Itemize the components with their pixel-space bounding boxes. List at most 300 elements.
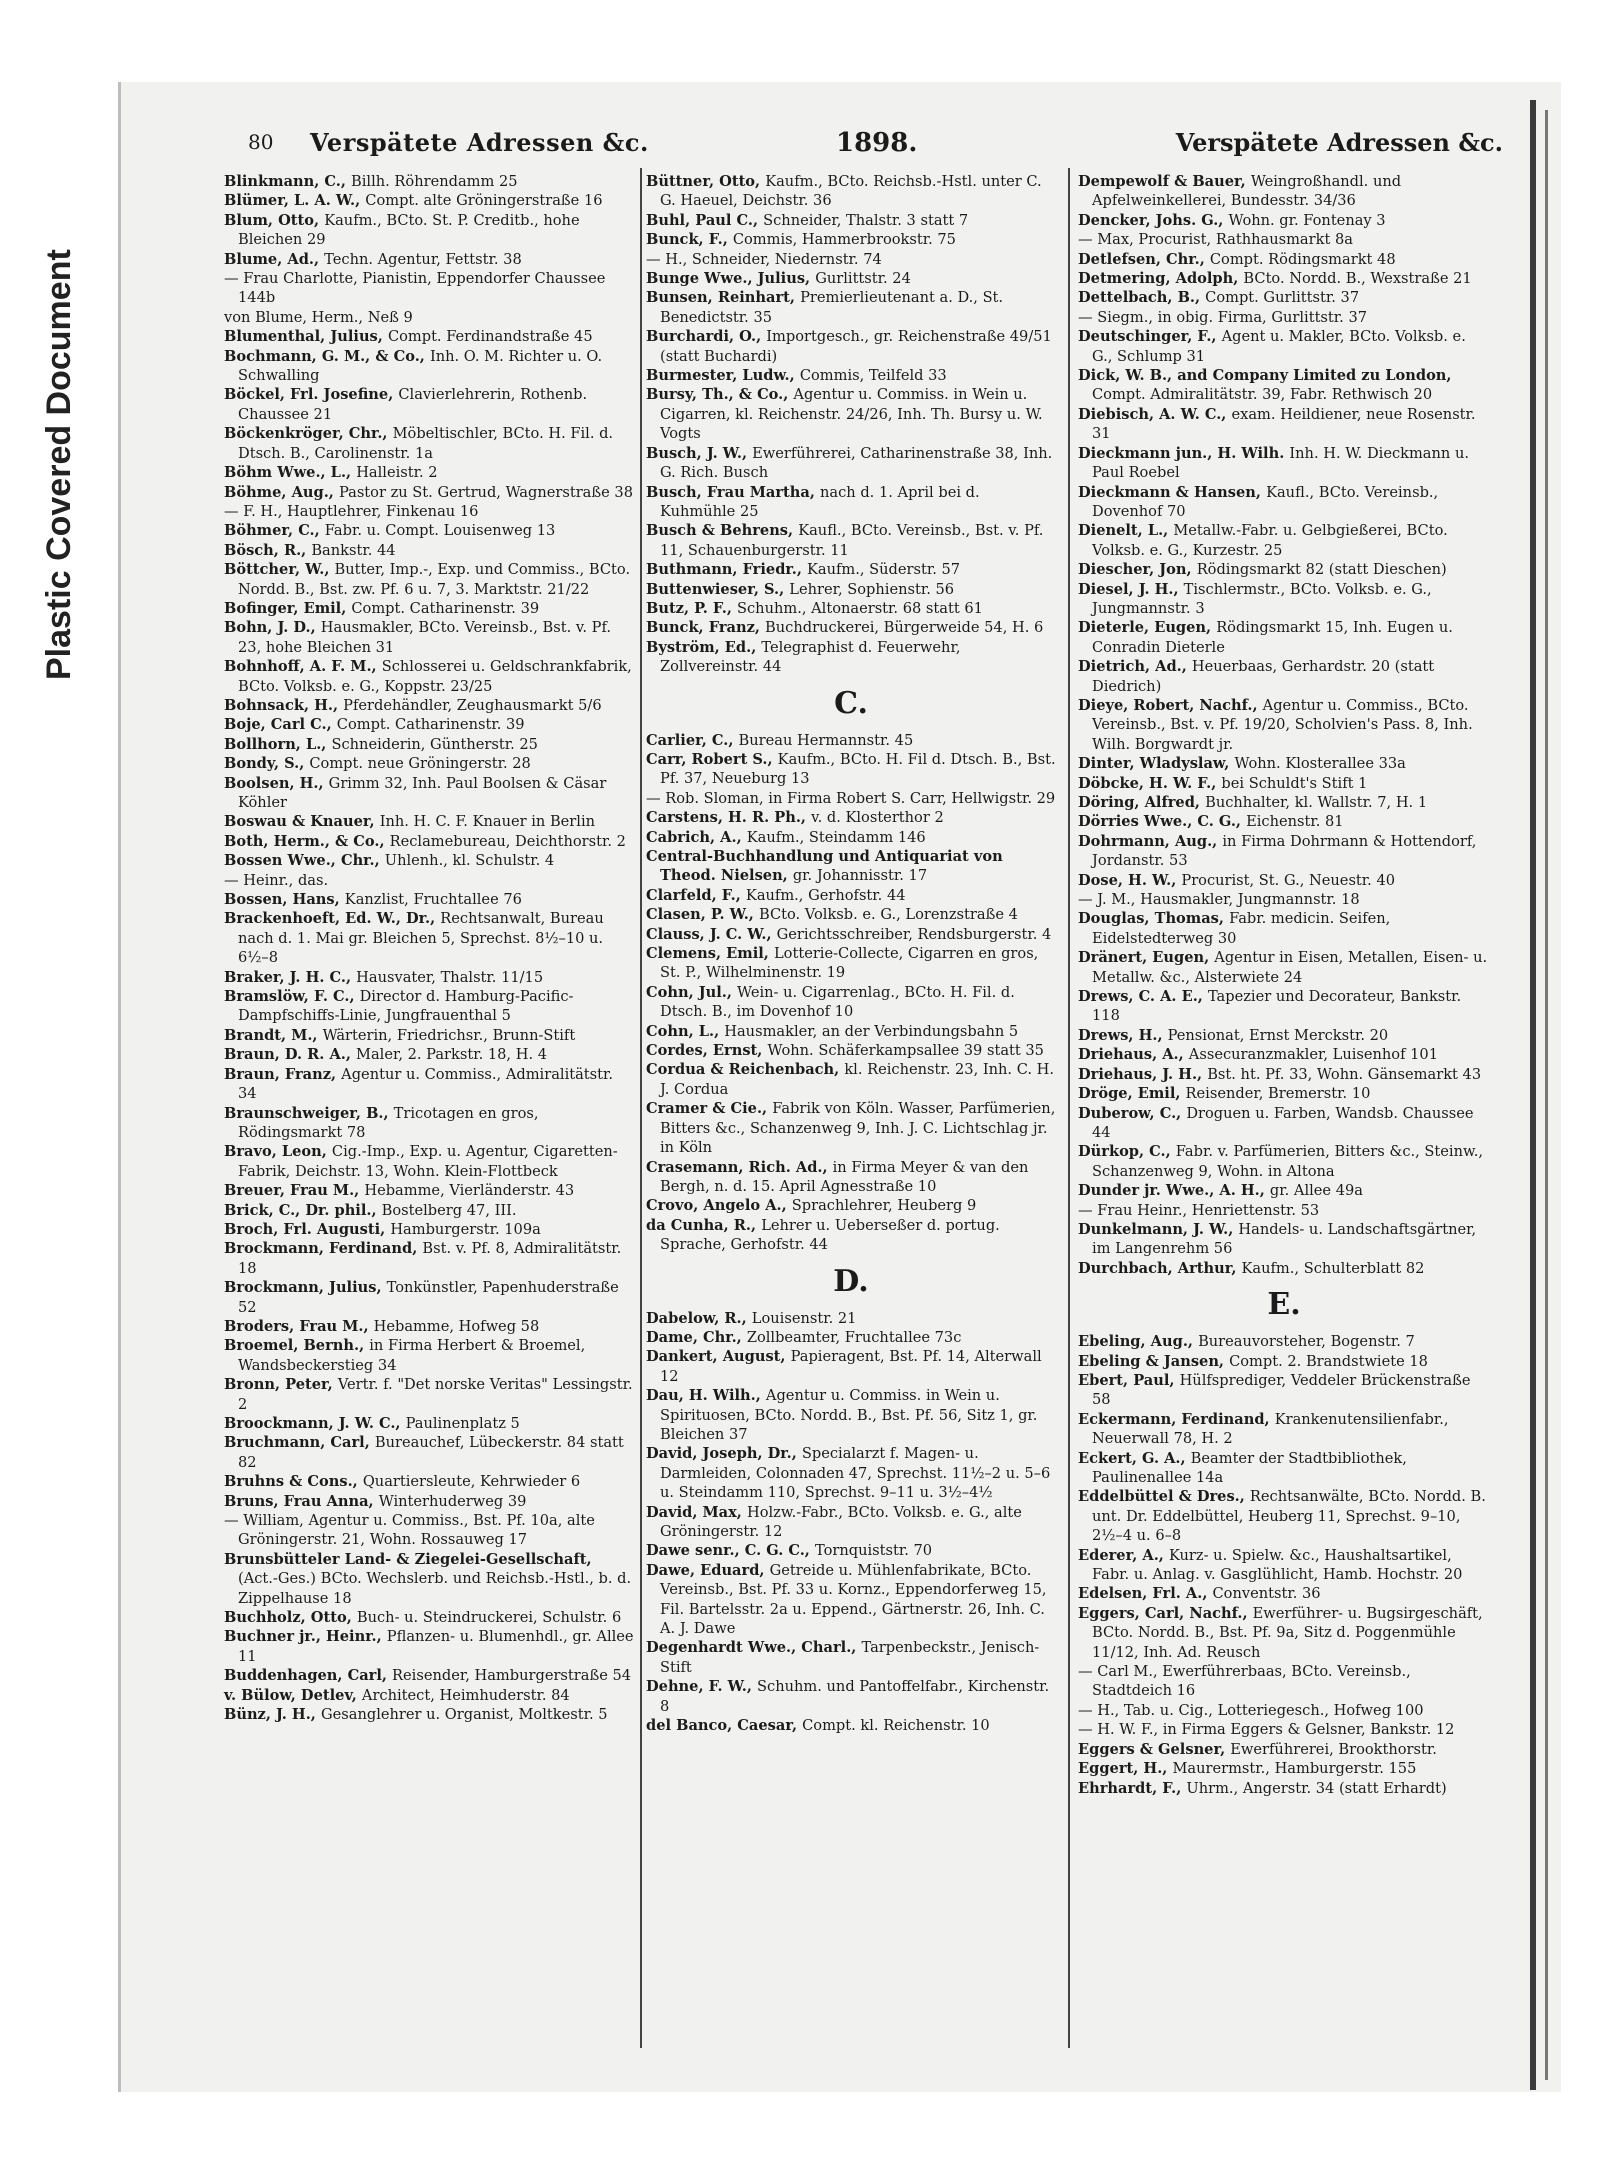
entry-name: Dehne, F. W., xyxy=(646,1678,758,1696)
directory-entry xyxy=(1078,1220,1490,1259)
entry-details: — Heinr., das. xyxy=(224,871,329,889)
directory-entry xyxy=(224,871,634,890)
entry-details: Billh. Röhrendamm 25 xyxy=(351,173,518,190)
entry-details: Procurist, St. G., Neuestr. 40 xyxy=(1181,871,1396,889)
entry-details: nach d. 1. April bei d. Kuhmühle 25 xyxy=(660,483,980,520)
entry-details: exam. Heildiener, neue Rosenstr. 31 xyxy=(1092,405,1476,443)
directory-entry xyxy=(224,385,634,424)
entry-name: Dieckmann jun., H. Wilh. xyxy=(1078,444,1290,462)
entry-name: Dame, Chr., xyxy=(646,1328,747,1346)
entry-name: Boje, Carl C., xyxy=(224,716,337,734)
entry-details: Compt. Catharinenstr. 39 xyxy=(336,716,525,734)
directory-entry xyxy=(224,1705,634,1724)
entry-name: Both, Herm., & Co., xyxy=(224,832,390,850)
entry-name: Bronn, Peter, xyxy=(224,1376,338,1394)
entry-details: Handels- u. Landschaftsgärtner, im Langenrehm 56 xyxy=(1092,1220,1477,1258)
entry-details: Compt. alte Gröningerstraße 16 xyxy=(365,192,603,210)
column-rule xyxy=(640,168,642,2048)
directory-entry xyxy=(1078,948,1490,987)
entry-name: Blinkmann, C., xyxy=(224,173,352,190)
directory-entry xyxy=(1078,580,1490,619)
entry-details: Bostelberg 47, III. xyxy=(381,1201,517,1219)
entry-details: Zollbeamter, Fruchtallee 73c xyxy=(746,1328,962,1346)
entry-details: Reisender, Bremerstr. 10 xyxy=(1185,1085,1371,1103)
entry-name: Busch, Frau Martha, xyxy=(646,483,821,501)
entry-details: (Act.-Ges.) BCto. Wechslerb. und Reichsb.-Hstl., b. d. Zippelhause 18 xyxy=(238,1570,632,1607)
entry-details: Kaufm., Gerhofstr. 44 xyxy=(745,886,906,904)
directory-entry xyxy=(646,905,1056,924)
entry-details: Uhrm., Angerstr. 34 (statt Erhardt) xyxy=(1186,1779,1447,1797)
entry-details: v. d. Klosterthor 2 xyxy=(811,809,944,827)
directory-entry xyxy=(1078,327,1490,366)
entry-details: Architect, Heimhuderstr. 84 xyxy=(361,1686,570,1704)
entry-details: Lehrer, Sophienstr. 56 xyxy=(789,580,955,598)
entry-name: Dohrmann, Aug., xyxy=(1078,832,1223,850)
entry-name: Dempewolf & Bauer, xyxy=(1078,173,1251,190)
directory-entry xyxy=(1078,754,1490,773)
directory-entry xyxy=(224,1026,634,1045)
directory-entry xyxy=(646,1099,1056,1157)
entry-name: Bohnsack, H., xyxy=(224,696,344,714)
entry-name: Dienelt, L., xyxy=(1078,522,1174,540)
entry-name: Central-Buchhandlung und Antiquariat von Theod. Nielsen, xyxy=(646,848,1003,885)
directory-entry xyxy=(224,269,634,308)
entry-name: Broch, Frl. Augusti, xyxy=(224,1220,391,1238)
directory-entry xyxy=(1078,1259,1490,1278)
entry-details: Conventstr. 36 xyxy=(1212,1585,1321,1603)
entry-name: Bunsen, Reinhart, xyxy=(646,289,801,307)
entry-details: Kaufm., Süderstr. 57 xyxy=(807,561,961,579)
directory-entry xyxy=(1078,483,1490,522)
entry-details: in Firma Herbert & Broemel, Wandsbeckerstieg 34 xyxy=(238,1337,586,1374)
entry-details: Schneiderin, Güntherstr. 25 xyxy=(331,735,538,753)
entry-details: gr. Allee 49a xyxy=(1269,1182,1363,1200)
entry-details: — Frau Charlotte, Pianistin, Eppendorfer Chaussee 144b xyxy=(224,270,606,307)
page-edge-shadow xyxy=(1545,110,1548,2080)
entry-name: Detmering, Adolph, xyxy=(1078,270,1244,288)
entry-name: Brockmann, Ferdinand, xyxy=(224,1240,423,1258)
entry-details: Tapezier und Decorateur, Bankstr. 118 xyxy=(1092,988,1462,1025)
directory-entry xyxy=(1078,812,1490,831)
entry-name: Bondy, S., xyxy=(224,755,310,773)
entry-name: Blümer, L. A. W., xyxy=(224,192,366,210)
directory-entry xyxy=(1078,1584,1490,1603)
column-rule xyxy=(1068,168,1070,2048)
entry-name: Brunsbütteler Land- & Ziegelei-Gesellschaft, xyxy=(224,1550,592,1568)
directory-entry xyxy=(224,463,634,482)
entry-name: Buddenhagen, Carl, xyxy=(224,1667,393,1685)
entry-details: Pferdehändler, Zeughausmarkt 5/6 xyxy=(343,696,602,714)
directory-entry xyxy=(224,191,634,210)
entry-name: Cohn, L., xyxy=(646,1022,725,1040)
entry-name: Braun, Franz, xyxy=(224,1065,342,1083)
entry-name: Carr, Robert S., xyxy=(646,750,778,768)
entry-details: Pensionat, Ernst Merckstr. 20 xyxy=(1167,1026,1389,1044)
directory-entry xyxy=(224,424,634,463)
entry-name: Crovo, Angelo A., xyxy=(646,1197,792,1215)
entry-name: Clauss, J. C. W., xyxy=(646,925,777,943)
entry-name: Byström, Ed., xyxy=(646,638,762,656)
directory-entry xyxy=(646,230,1056,249)
entry-details: in Firma Dohrmann & Hottendorf, Jordanstr. 53 xyxy=(1092,832,1477,870)
directory-entry xyxy=(1078,1701,1490,1720)
entry-details: Rechtsanwalt, Bureau nach d. 1. Mai gr. Bleichen 5, Sprechst. 8½–10 u. 6½–8 xyxy=(238,910,604,967)
entry-details: Tornquiststr. 70 xyxy=(814,1542,933,1560)
entry-name: Dettelbach, B., xyxy=(1078,289,1206,307)
directory-entry xyxy=(1078,832,1490,871)
entry-name: Ebeling & Jansen, xyxy=(1078,1352,1230,1370)
directory-entry xyxy=(646,638,1056,677)
entry-details: Uhlenh., kl. Schulstr. 4 xyxy=(384,852,555,870)
entry-details: gr. Johannisstr. 17 xyxy=(792,867,928,885)
entry-details: Weingroßhandl. und Apfelweinkellerei, Bundesstr. 34/36 xyxy=(1092,173,1402,210)
entry-details: Importgesch., gr. Reichenstraße 49/51 (statt Buchardi) xyxy=(660,328,1052,365)
directory-entry xyxy=(646,483,1056,522)
entry-details: — H., Tab. u. Cig., Lotteriegesch., Hofweg 100 xyxy=(1078,1701,1424,1719)
entry-name: v. Bülow, Detlev, xyxy=(224,1686,362,1704)
directory-entry xyxy=(1078,1740,1490,1759)
entry-details: Fabr. v. Parfümerien, Bitters &c., Steinw., Schanzenweg 9, Wohn. in Altona xyxy=(1092,1143,1484,1180)
entry-name: Böhmer, C., xyxy=(224,522,325,540)
entry-details: Commis, Hammerbrookstr. 75 xyxy=(732,231,956,249)
directory-entry xyxy=(224,774,634,813)
entry-details: Gurlittstr. 24 xyxy=(815,270,911,288)
entry-details: Commis, Teilfeld 33 xyxy=(799,367,947,385)
entry-details: Kaufl., BCto. Vereinsb., Bst. v. Pf. 11, Schauenburgerstr. 11 xyxy=(660,522,1044,559)
directory-entry xyxy=(646,444,1056,483)
entry-name: Douglas, Thomas, xyxy=(1078,910,1230,928)
entry-details: Beamter der Stadtbibliothek, Paulinenallee 14a xyxy=(1092,1449,1407,1486)
entry-details: Papieragent, Bst. Pf. 14, Alterwall 12 xyxy=(660,1348,1042,1385)
entry-details: Holzw.-Fabr., BCto. Volksb. e. G., alte Gröningerstr. 12 xyxy=(660,1503,1022,1540)
directory-entry xyxy=(224,890,634,909)
directory-entry xyxy=(1078,1410,1490,1449)
directory-column-3 xyxy=(1078,172,1490,1798)
entry-details: Getreide u. Mühlenfabrikate, BCto. Vereinsb., Bst. Pf. 33 u. Kornz., Eppendorferweg 15, Fil. Bartelsstr. 2a u. Eppend., Gärtnerstr. 26, Inh. C. A. J. Dawe xyxy=(660,1561,1047,1638)
directory-entry xyxy=(1078,890,1490,909)
entry-name: Clarfeld, F., xyxy=(646,886,746,904)
entry-name: Cordes, Ernst, xyxy=(646,1042,768,1060)
directory-entry xyxy=(646,828,1056,847)
entry-details: Kurz- u. Spielw. &c., Haushaltsartikel, Fabr. u. Anlag. v. Gasglühlicht, Hamb. Hochstr. 20 xyxy=(1092,1546,1463,1584)
page-edge xyxy=(1530,100,1536,2090)
entry-name: da Cunha, R., xyxy=(646,1216,762,1234)
page-header xyxy=(248,126,1503,166)
entry-name: Dabelow, R., xyxy=(646,1309,752,1327)
entry-name: Döbcke, H. W. F., xyxy=(1078,774,1222,792)
entry-name: Dawe, Eduard, xyxy=(646,1561,770,1579)
directory-entry xyxy=(646,808,1056,827)
entry-name: Brick, C., Dr. phil., xyxy=(224,1201,382,1219)
entry-details: Techn. Agentur, Fettstr. 38 xyxy=(324,250,522,268)
directory-entry xyxy=(646,580,1056,599)
directory-entry xyxy=(224,1336,634,1375)
entry-name: Bruhns & Cons., xyxy=(224,1473,363,1491)
directory-entry xyxy=(646,618,1056,637)
directory-entry xyxy=(1078,1084,1490,1103)
directory-entry xyxy=(1078,1546,1490,1585)
entry-name: Cohn, Jul., xyxy=(646,983,738,1001)
entry-name: Bossen Wwe., Chr., xyxy=(224,852,385,870)
entry-name: Blum, Otto, xyxy=(224,211,325,229)
directory-entry xyxy=(224,1627,634,1666)
entry-name: Edelsen, Frl. A., xyxy=(1078,1585,1213,1603)
entry-name: Drews, H., xyxy=(1078,1026,1168,1044)
entry-details: Buch- u. Steindruckerei, Schulstr. 6 xyxy=(356,1609,622,1627)
entry-details: Heuerbaas, Gerhardstr. 20 (statt Diedrich) xyxy=(1092,658,1435,695)
entry-details: — Rob. Sloman, in Firma Robert S. Carr, Hellwigstr. 29 xyxy=(646,789,1056,807)
entry-name: Deutschinger, F., xyxy=(1078,328,1222,346)
directory-entry xyxy=(224,832,634,851)
directory-entry xyxy=(224,560,634,599)
entry-name: Burmester, Ludw., xyxy=(646,367,800,385)
entry-name: Drews, C. A. E., xyxy=(1078,988,1208,1006)
directory-entry xyxy=(224,1433,634,1472)
entry-details: Wohn. gr. Fontenay 3 xyxy=(1228,211,1386,229)
directory-entry xyxy=(224,812,634,831)
entry-name: Dick, W. B., and Company Limited zu London, xyxy=(1078,367,1452,385)
entry-details: Inh. H. C. F. Knauer in Berlin xyxy=(379,813,596,831)
directory-entry xyxy=(224,1472,634,1491)
entry-name: Dieterle, Eugen, xyxy=(1078,619,1217,637)
directory-entry xyxy=(1078,1759,1490,1778)
entry-details: Kaufm., Schulterblatt 82 xyxy=(1241,1259,1425,1277)
entry-details: Bureauchef, Lübeckerstr. 84 statt 82 xyxy=(238,1434,624,1471)
entry-name: Bohnhoff, A. F. M., xyxy=(224,658,382,676)
entry-details: Hamburgerstr. 109a xyxy=(390,1220,541,1238)
entry-name: Cabrich, A., xyxy=(646,828,747,846)
entry-details: Halleistr. 2 xyxy=(356,464,438,482)
running-title-right: Verspätete Adressen &c. xyxy=(1175,128,1503,157)
section-letter: E. xyxy=(1267,1287,1301,1323)
directory-entry xyxy=(1078,774,1490,793)
entry-details: Bankstr. 44 xyxy=(311,541,396,559)
entry-details: Telegraphist d. Feuerwehr, Zollvereinstr. 44 xyxy=(660,638,961,676)
entry-details: Pflanzen- u. Blumenhdl., gr. Allee 11 xyxy=(238,1628,634,1665)
entry-name: Braunschweiger, B., xyxy=(224,1104,394,1122)
entry-name: Eggert, H., xyxy=(1078,1760,1173,1778)
directory-entry xyxy=(1078,405,1490,444)
directory-entry xyxy=(1078,308,1490,327)
entry-details: Möbeltischler, BCto. H. Fil. d. Dtsch. B., Carolinenstr. 1a xyxy=(238,425,614,462)
directory-entry xyxy=(1078,871,1490,890)
entry-name: Boswau & Knauer, xyxy=(224,813,380,831)
entry-details: — Carl M., Ewerführerbaas, BCto. Vereinsb., Stadtdeich 16 xyxy=(1078,1663,1411,1700)
entry-name: Cordua & Reichenbach, xyxy=(646,1061,845,1079)
entry-details: Schlosserei u. Geldschrankfabrik, BCto. Volksb. e. G., Koppstr. 23/25 xyxy=(238,658,632,695)
directory-entry xyxy=(1078,1332,1490,1351)
page-number: 80 xyxy=(248,130,274,154)
entry-name: Dunder jr. Wwe., A. H., xyxy=(1078,1182,1270,1200)
entry-details: Cig.-Imp., Exp. u. Agentur, Cigaretten-Fabrik, Deichstr. 13, Wohn. Klein-Flottbeck xyxy=(238,1143,618,1180)
directory-entry xyxy=(646,211,1056,230)
entry-name: Dränert, Eugen, xyxy=(1078,949,1215,967)
entry-name: Bösch, R., xyxy=(224,541,312,559)
entry-name: Böhme, Aug., xyxy=(224,483,339,501)
entry-details: Butter, Imp.-, Exp. und Commiss., BCto. Nordd. B., Bst. zw. Pf. 6 u. 7, 3. Marktstr. 21/22 xyxy=(238,561,631,598)
entry-name: David, Max, xyxy=(646,1503,747,1521)
entry-details: Agentur u. Commiss. in Wein u. Cigarren, kl. Reichenstr. 24/26, Inh. Th. Bursy u. W. Vogts xyxy=(660,386,1043,443)
entry-name: del Banco, Caesar, xyxy=(646,1717,803,1735)
entry-details: Agent u. Makler, BCto. Volksb. e. G., Schlump 31 xyxy=(1092,328,1466,365)
entry-details: Quartiersleute, Kehrwieder 6 xyxy=(362,1473,581,1491)
entry-details: Compt. Rödingsmarkt 48 xyxy=(1209,250,1396,268)
entry-details: Kaufm., BCto. Reichsb.-Hstl. unter C. G. Haeuel, Deichstr. 36 xyxy=(660,173,1042,210)
entry-details: Compt. kl. Reichenstr. 10 xyxy=(802,1717,990,1735)
entry-details: Hausvater, Thalstr. 11/15 xyxy=(356,968,544,986)
entry-details: Hebamme, Hofweg 58 xyxy=(373,1317,540,1335)
directory-entry xyxy=(224,1181,634,1200)
directory-entry xyxy=(646,944,1056,983)
entry-name: Brockmann, Julius, xyxy=(224,1279,387,1297)
entry-name: Dankert, August, xyxy=(646,1348,791,1366)
directory-entry xyxy=(224,483,634,502)
directory-entry xyxy=(646,1216,1056,1255)
entry-name: Braker, J. H. C., xyxy=(224,968,357,986)
entry-details: Louisenstr. 21 xyxy=(751,1309,857,1327)
directory-entry xyxy=(224,1239,634,1278)
entry-details: Wohn. Schäferkampsallee 39 statt 35 xyxy=(767,1042,1044,1060)
entry-name: Carstens, H. R. Ph., xyxy=(646,809,812,827)
directory-entry xyxy=(646,1309,1056,1328)
directory-entry xyxy=(224,1045,634,1064)
directory-entry xyxy=(224,502,634,521)
entry-name: Dürkop, C., xyxy=(1078,1143,1176,1161)
entry-details: Grimm 32, Inh. Paul Boolsen & Cäsar Köhler xyxy=(238,774,607,811)
entry-details: Krankenutensilienfabr., Neuerwall 78, H. 2 xyxy=(1092,1410,1449,1448)
entry-name: Bruns, Frau Anna, xyxy=(224,1492,379,1510)
directory-entry xyxy=(224,968,634,987)
directory-entry xyxy=(224,521,634,540)
entry-details: Wein- u. Cigarrenlag., BCto. H. Fil. d. Dtsch. B., im Dovenhof 10 xyxy=(660,983,1015,1021)
directory-entry xyxy=(1078,657,1490,696)
directory-entry xyxy=(224,1492,634,1511)
entry-name: Böckel, Frl. Josefine, xyxy=(224,386,399,404)
directory-entry xyxy=(646,750,1056,789)
entry-details: Bureau Hermannstr. 45 xyxy=(738,731,914,749)
entry-name: Bramslöw, F. C., xyxy=(224,988,360,1006)
directory-entry xyxy=(646,1716,1056,1735)
directory-entry xyxy=(1078,1604,1490,1662)
entry-details: Reisender, Hamburgerstraße 54 xyxy=(392,1667,632,1685)
entry-name: Durchbach, Arthur, xyxy=(1078,1259,1242,1277)
entry-details: BCto. Nordd. B., Wexstraße 21 xyxy=(1243,270,1472,288)
entry-details: BCto. Volksb. e. G., Lorenzstraße 4 xyxy=(758,906,1018,924)
directory-entry xyxy=(1078,1104,1490,1143)
entry-name: Buttenwieser, S., xyxy=(646,580,790,598)
entry-details: kl. Reichenstr. 23, Inh. C. H. J. Cordua xyxy=(660,1061,1054,1098)
directory-entry xyxy=(646,366,1056,385)
directory-entry xyxy=(646,1677,1056,1716)
directory-entry xyxy=(224,1686,634,1705)
directory-entry xyxy=(224,618,634,657)
directory-entry xyxy=(224,1666,634,1685)
entry-details: Ewerführerei, Brookthorstr. xyxy=(1230,1740,1437,1758)
directory-entry xyxy=(646,521,1056,560)
directory-entry xyxy=(1078,1720,1490,1739)
entry-details: Hausmakler, BCto. Vereinsb., Bst. v. Pf. 23, hohe Bleichen 31 xyxy=(238,619,611,656)
entry-details: Kaufm., Steindamm 146 xyxy=(746,828,926,846)
entry-name: Burchardi, O., xyxy=(646,328,767,346)
entry-name: Clasen, P. W., xyxy=(646,906,759,924)
entry-details: Metallw.-Fabr. u. Gelbgießerei, BCto. Volksb. e. G., Kurzestr. 25 xyxy=(1092,522,1448,559)
entry-details: Lehrer u. Ueberseßer d. portug. Sprache, Gerhofstr. 44 xyxy=(660,1216,1000,1254)
entry-details: Kanzlist, Fruchtallee 76 xyxy=(344,891,522,909)
entry-details: Tischlermstr., BCto. Volksb. e. G., Jungmannstr. 3 xyxy=(1092,580,1432,617)
directory-entry xyxy=(646,1022,1056,1041)
entry-details: Pastor zu St. Gertrud, Wagnerstraße 38 xyxy=(338,483,633,501)
entry-details: Director d. Hamburg-Pacific-Dampfschiffs-Linie, Jungfrauenthal 5 xyxy=(238,988,574,1025)
entry-details: Fabr. u. Compt. Louisenweg 13 xyxy=(324,522,556,540)
entry-details: Droguen u. Farben, Wandsb. Chaussee 44 xyxy=(1092,1104,1474,1141)
entry-details: Clavierlehrerin, Rothenb. Chaussee 21 xyxy=(238,386,588,423)
entry-name: Carlier, C., xyxy=(646,731,739,749)
directory-entry xyxy=(646,269,1056,288)
entry-name: Dröge, Emil, xyxy=(1078,1085,1186,1103)
directory-entry xyxy=(224,1104,634,1143)
directory-entry xyxy=(1078,1352,1490,1371)
entry-name: Dinter, Wladyslaw, xyxy=(1078,755,1235,773)
entry-name: Brandt, M., xyxy=(224,1026,323,1044)
entry-name: Duberow, C., xyxy=(1078,1104,1187,1122)
entry-details: Compt. Admiralitätstr. 39, Fabr. Rethwisch 20 xyxy=(1092,386,1433,404)
entry-name: Ebeling, Aug., xyxy=(1078,1333,1199,1351)
entry-name: Clemens, Emil, xyxy=(646,945,774,963)
directory-entry xyxy=(1078,1371,1490,1410)
section-letter: D. xyxy=(833,1263,869,1299)
directory-entry xyxy=(646,1386,1056,1444)
directory-entry xyxy=(646,327,1056,366)
directory-entry xyxy=(646,1444,1056,1502)
directory-entry xyxy=(224,715,634,734)
directory-entry xyxy=(1078,521,1490,560)
directory-entry xyxy=(1078,1449,1490,1488)
entry-name: Cramer & Cie., xyxy=(646,1100,773,1118)
entry-details: Kaufm., BCto. St. P. Creditb., hohe Bleichen 29 xyxy=(238,211,580,249)
entry-details: Reclamebureau, Deichthorstr. 2 xyxy=(389,832,626,850)
entry-details: Inh. O. M. Richter u. O. Schwalling xyxy=(238,347,603,385)
entry-name: Buchner jr., Heinr., xyxy=(224,1628,387,1646)
entry-details: — F. H., Hauptlehrer, Finkenau 16 xyxy=(224,502,479,520)
directory-entry xyxy=(224,172,634,191)
entry-details: Tonkünstler, Papenhuderstraße 52 xyxy=(238,1279,619,1316)
entry-name: Bunck, Franz, xyxy=(646,619,766,637)
directory-entry xyxy=(1078,1026,1490,1045)
directory-column-2 xyxy=(646,172,1056,1735)
directory-entry xyxy=(646,1561,1056,1639)
entry-details: Maler, 2. Parkstr. 18, H. 4 xyxy=(356,1046,548,1064)
entry-name: Ebert, Paul, xyxy=(1078,1371,1180,1389)
directory-entry xyxy=(1078,793,1490,812)
directory-entry xyxy=(646,560,1056,579)
directory-entry xyxy=(224,541,634,560)
entry-name: David, Joseph, Dr., xyxy=(646,1445,802,1463)
entry-details: — Siegm., in obig. Firma, Gurlittstr. 37 xyxy=(1078,308,1368,326)
directory-entry xyxy=(646,1347,1056,1386)
directory-entry xyxy=(224,599,634,618)
section-letter: C. xyxy=(834,685,868,721)
entry-details: Winterhuderweg 39 xyxy=(378,1492,527,1510)
entry-name: Buchholz, Otto, xyxy=(224,1609,357,1627)
entry-details: Agentur u. Commiss. in Wein u. Spirituosen, BCto. Nordd. B., Bst. Pf. 56, Sitz 1, gr. Bleichen 37 xyxy=(660,1387,1038,1443)
entry-name: Böckenkröger, Chr., xyxy=(224,425,393,443)
entry-details: Agentur in Eisen, Metallen, Eisen- u. Metallw. &c., Alsterwiete 24 xyxy=(1092,949,1488,986)
directory-entry xyxy=(1078,444,1490,483)
entry-details: Eichenstr. 81 xyxy=(1246,813,1344,831)
entry-details: Bureauvorsteher, Bogenstr. 7 xyxy=(1198,1333,1415,1351)
entry-name: Busch & Behrens, xyxy=(646,522,799,540)
entry-name: Buthmann, Friedr., xyxy=(646,561,807,579)
